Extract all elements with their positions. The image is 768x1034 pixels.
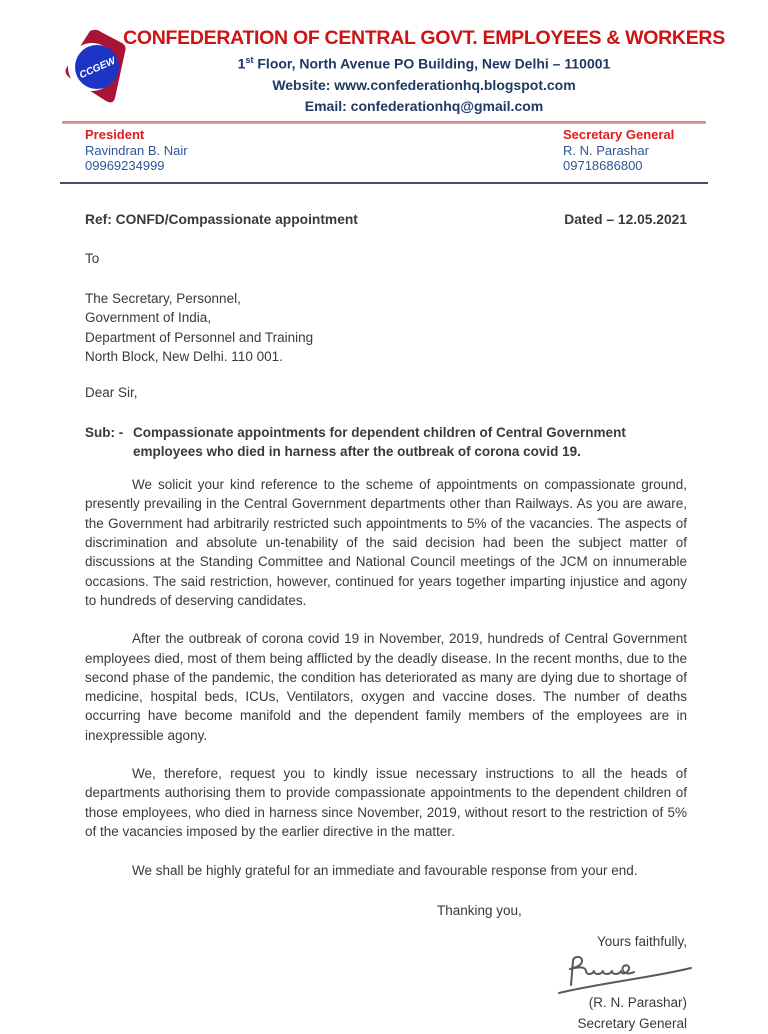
reference-row [85, 210, 687, 229]
subject-text: Compassionate appointments for dependent children of Central Government employees who died in harness after the outbreak of corona covid 19. [133, 424, 626, 459]
reference-number: Ref: CONFD/Compassionate appointment [85, 211, 358, 227]
officers-divider-line [60, 182, 708, 184]
letterhead [0, 26, 768, 118]
address-number: 1 [237, 55, 246, 72]
address-ordinal-suffix: st [245, 55, 254, 65]
recipient-address-block [85, 289, 687, 366]
body-paragraph: We, therefore, request you to kindly issue necessary instructions to all the heads of departments authorising them to provide compassionate appointments to the dependent children of those employees, who died in harness since November, 2019, without resort to the restriction of 5% of the vacancies imposed by the earlier directive in the matter. [85, 766, 687, 839]
signatory-name: (R. N. Parashar) [588, 995, 687, 1011]
letter-body [0, 210, 768, 1034]
to-label: To [85, 250, 100, 266]
closing-request-line: We shall be highly grateful for an immediate and favourable response from your end. [132, 863, 638, 879]
recipient-line: Department of Personnel and Training [85, 329, 314, 345]
closing-valediction: Yours faithfully, [596, 933, 687, 949]
salutation: Dear Sir, [85, 385, 138, 401]
recipient-line: The Secretary, Personnel, [85, 291, 241, 307]
president-block [85, 127, 188, 174]
organization-logo-icon [63, 28, 127, 108]
subject-label: Sub: - [85, 424, 124, 440]
organization-name: CONFEDERATION OF CENTRAL GOVT. EMPLOYEES & WORKERS [123, 27, 725, 49]
thanking-line: Thanking you, [437, 902, 522, 918]
secretary-general-block [563, 127, 687, 174]
website-line: Website: www.confederationhq.blogspot.com [272, 76, 576, 93]
president-phone: 09969234999 [85, 158, 165, 173]
handwritten-signature-icon [555, 953, 695, 997]
signatory-title: Secretary General [577, 1016, 687, 1032]
letter-date: Dated – 12.05.2021 [564, 211, 687, 227]
logo-text: CCGEW [77, 55, 118, 82]
subject-block [85, 423, 687, 462]
president-title: President [85, 127, 145, 142]
signature-block [85, 932, 687, 1034]
secretary-general-title: Secretary General [563, 127, 675, 142]
address-text: Floor, North Avenue PO Building, New Delhi – 110001 [253, 55, 611, 72]
recipient-line: Government of India, [85, 310, 212, 326]
organization-address [120, 50, 728, 75]
body-paragraph: We solicit your kind reference to the scheme of appointments on compassionate ground, presently prevailing in the Central Government departments other than Railways. As you are aware, the Government had arbitrarily restricted such appointments to 5% of the vacancies. The aspects of discrimination and absolute un-tenability of the said decision had been the subject matter of discussions at the Standing Committee and National Council meetings of the JCM on innumerable occasions. The said restriction, however, continued for years together imparting injustice and agony to hundreds of deserving candidates. [85, 477, 687, 608]
recipient-line: North Block, New Delhi. 110 001. [85, 348, 283, 364]
email-line: Email: confederationhq@gmail.com [304, 97, 544, 114]
letterhead-text [120, 26, 728, 117]
officers-block [0, 124, 768, 174]
secretary-general-phone: 09718686800 [563, 158, 643, 173]
president-name: Ravindran B. Nair [85, 142, 188, 158]
secretary-general-name: R. N. Parashar [563, 142, 649, 158]
body-paragraph: After the outbreak of corona covid 19 in November, 2019, hundreds of Central Government employees died, most of them being afflicted by the deadly disease. In the recent months, due to the second phase of the pandemic, the condition has deteriorated as many are dying due to shortage of medicine, hospital beds, ICUs, Ventilators, oxygen and vaccine doses. The number of deaths occurring have become manifold and the dependent family members of the employees are in inexpressible agony. [85, 631, 687, 743]
